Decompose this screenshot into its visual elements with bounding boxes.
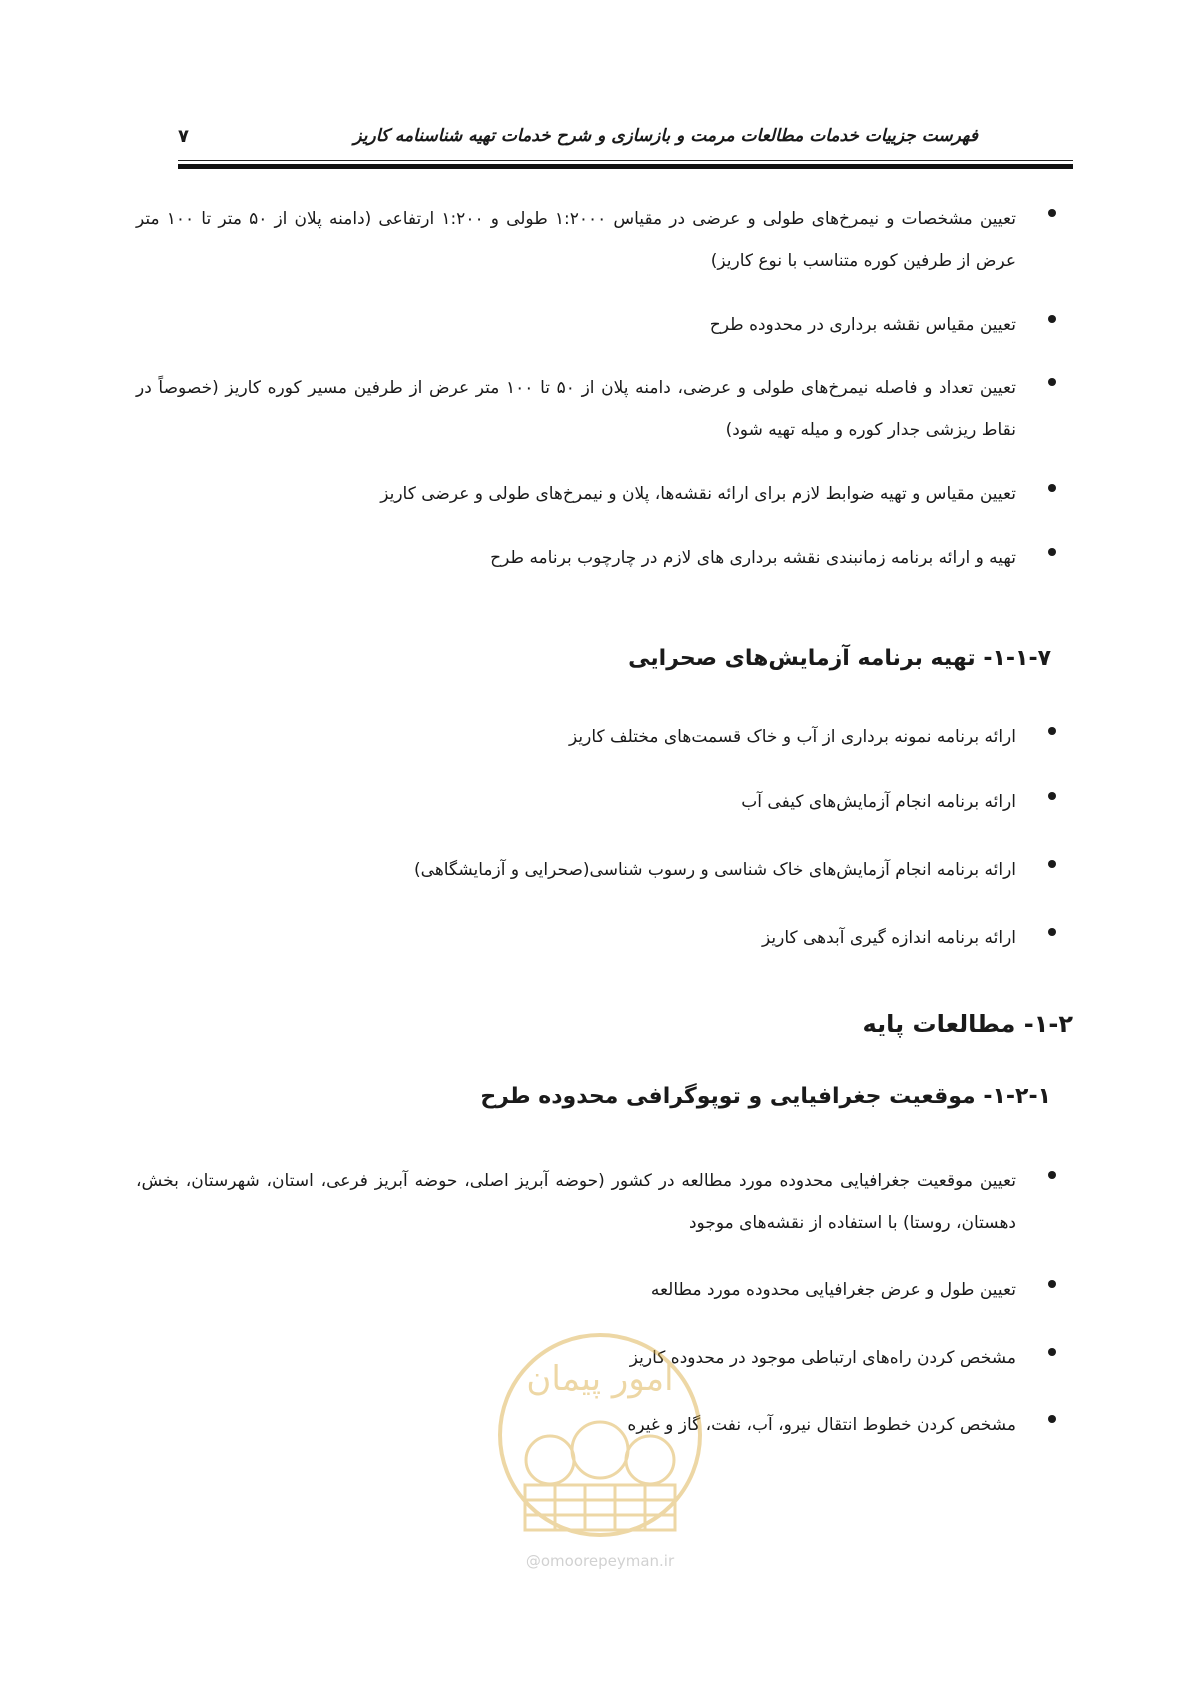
- bullet-dot: [1048, 315, 1056, 323]
- section-heading-1-2: ۱-۲- مطالعات پایه: [862, 1010, 1073, 1038]
- bullet-dot: [1048, 860, 1056, 868]
- list-item: [136, 473, 1016, 515]
- page-number: ۷: [178, 126, 189, 147]
- list-item-text: تعیین تعداد و فاصله نیمرخ‌های طولی و عرضی، دامنه پلان از ۵۰ تا ۱۰۰ متر عرض از طرفین مسیر کوره کاریز (خصوصاً در نقاط ریزشی جدار کوره و میله تهیه شود): [136, 378, 1016, 440]
- bullet-dot: [1048, 727, 1056, 735]
- at-icon: @: [525, 1552, 541, 1570]
- list-item-text: تعیین طول و عرض جغرافیایی محدوده مورد مطالعه: [650, 1280, 1016, 1300]
- bullet-dot: [1048, 792, 1056, 800]
- list-item-text: مشخص کردن خطوط انتقال نیرو، آب، نفت، گاز و غیره: [627, 1415, 1016, 1435]
- section-heading-1-2-1: ۱-۲-۱- موقعیت جغرافیایی و توپوگرافی محدوده طرح: [480, 1084, 1051, 1109]
- list-item-text: مشخص کردن راه‌های ارتباطی موجود در محدوده کاریز: [629, 1348, 1016, 1368]
- list-item-text: تعیین موقعیت جغرافیایی محدوده مورد مطالعه در کشور (حوضه آبریز اصلی، حوضه آبریز فرعی، استان، شهرستان، بخش، دهستان، روستا) با استفاده از نقشه‌های موجود: [136, 1171, 1016, 1233]
- watermark: [480, 1320, 720, 1580]
- list-item-text: تعیین مقیاس و تهیه ضوابط لازم برای ارائه نقشه‌ها، پلان و نیمرخ‌های طولی و عرضی کاریز: [380, 484, 1016, 504]
- bullet-dot: [1048, 928, 1056, 936]
- list-item: [136, 716, 1016, 758]
- bullet-dot: [1048, 378, 1056, 386]
- list-item: [136, 849, 1016, 891]
- bullet-dot: [1048, 1171, 1056, 1179]
- list-item: [136, 367, 1016, 451]
- list-item-text: ارائه برنامه اندازه گیری آبدهی کاریز: [762, 928, 1016, 948]
- list-item: [136, 781, 1016, 823]
- watermark-text: [480, 1552, 720, 1570]
- svg-text:امور پیمان: امور پیمان: [526, 1359, 674, 1399]
- bullet-dot: [1048, 548, 1056, 556]
- list-item: [136, 917, 1016, 959]
- list-item-text: ارائه برنامه نمونه برداری از آب و خاک قسمت‌های مختلف کاریز: [569, 727, 1016, 747]
- list-item: [136, 1160, 1016, 1244]
- list-item: [136, 198, 1016, 282]
- bullet-dot: [1048, 209, 1056, 217]
- bullet-dot: [1048, 1415, 1056, 1423]
- list-item-text: ارائه برنامه انجام آزمایش‌های کیفی آب: [741, 792, 1016, 812]
- bullet-dot: [1048, 484, 1056, 492]
- watermark-url: omoorepeyman.ir: [540, 1552, 675, 1570]
- watermark-logo-icon: [480, 1320, 720, 1550]
- list-item-text: تعیین مقیاس نقشه برداری در محدوده طرح: [709, 315, 1016, 335]
- list-item: [136, 1269, 1016, 1311]
- section-heading-1-1-7: ۱-۱-۷- تهیه برنامه آزمایش‌های صحرایی: [628, 646, 1051, 671]
- list-item-text: ارائه برنامه انجام آزمایش‌های خاک شناسی و رسوب شناسی(صحرایی و آزمایشگاهی): [414, 860, 1016, 880]
- header-title: فهرست جزییات خدمات مطالعات مرمت و بازسازی و شرح خدمات تهیه شناسنامه کاریز: [353, 126, 978, 146]
- bullet-dot: [1048, 1348, 1056, 1356]
- list-item-text: تعیین مشخصات و نیمرخ‌های طولی و عرضی در مقیاس ۱:۲۰۰۰ طولی و ۱:۲۰۰ ارتفاعی (دامنه پلان از ۵۰ متر تا ۱۰۰ متر عرض از طرفین کوره متناسب با نوع کاریز): [136, 209, 1016, 271]
- bullet-dot: [1048, 1280, 1056, 1288]
- list-item: [136, 537, 1016, 579]
- list-item-text: تهیه و ارائه برنامه زمانبندی نقشه برداری های لازم در چارچوب برنامه طرح: [490, 548, 1016, 568]
- list-item: [136, 304, 1016, 346]
